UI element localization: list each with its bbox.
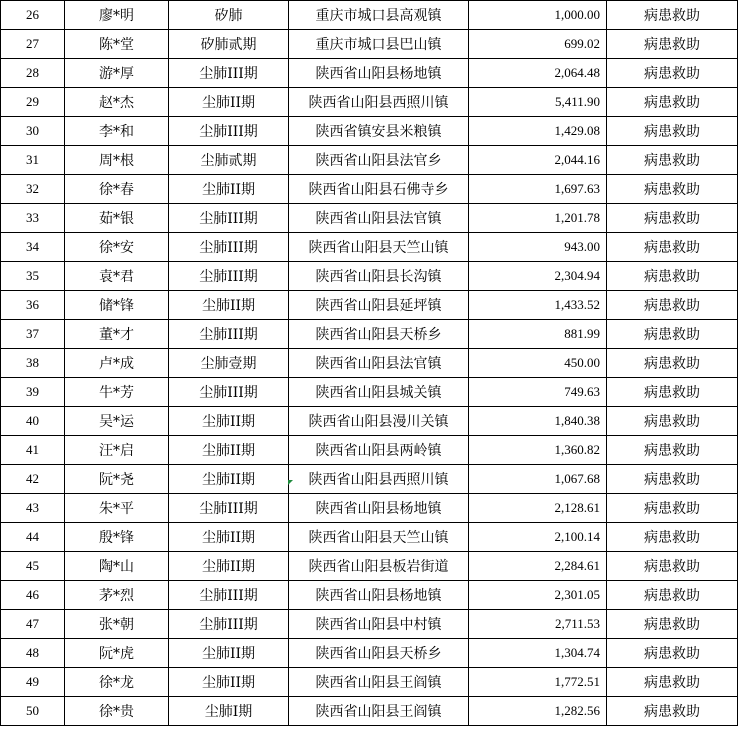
diagnosis-cell[interactable]: 尘肺贰期 bbox=[169, 146, 289, 175]
name-cell[interactable]: 储*锋 bbox=[65, 291, 169, 320]
address-cell[interactable]: 陕西省山阳县长沟镇 bbox=[289, 262, 469, 291]
table-row bbox=[1, 552, 738, 581]
table-row bbox=[1, 262, 738, 291]
table-row bbox=[1, 494, 738, 523]
amount-cell[interactable]: 2,100.14 bbox=[469, 523, 607, 552]
table-row bbox=[1, 291, 738, 320]
aid-type-cell[interactable]: 病患救助 bbox=[607, 30, 738, 59]
diagnosis-cell[interactable]: 尘肺II期 bbox=[169, 88, 289, 117]
table-row bbox=[1, 639, 738, 668]
amount-cell[interactable]: 5,411.90 bbox=[469, 88, 607, 117]
table-row bbox=[1, 465, 738, 494]
aid-type-cell[interactable]: 病患救助 bbox=[607, 378, 738, 407]
diagnosis-cell[interactable]: 矽肺 bbox=[169, 1, 289, 30]
aid-type-cell[interactable]: 病患救助 bbox=[607, 552, 738, 581]
amount-cell[interactable]: 1,360.82 bbox=[469, 436, 607, 465]
aid-type-cell[interactable]: 病患救助 bbox=[607, 233, 738, 262]
name-cell[interactable]: 吴*运 bbox=[65, 407, 169, 436]
name-cell[interactable]: 董*才 bbox=[65, 320, 169, 349]
table-row bbox=[1, 1, 738, 30]
address-cell[interactable]: 陕西省山阳县石佛寺乡 bbox=[289, 175, 469, 204]
table-row bbox=[1, 610, 738, 639]
name-cell[interactable]: 朱*平 bbox=[65, 494, 169, 523]
amount-cell[interactable]: 1,433.52 bbox=[469, 291, 607, 320]
diagnosis-cell[interactable]: 尘肺III期 bbox=[169, 378, 289, 407]
name-cell[interactable]: 张*朝 bbox=[65, 610, 169, 639]
table-row bbox=[1, 30, 738, 59]
aid-type-cell[interactable]: 病患救助 bbox=[607, 668, 738, 697]
table-row bbox=[1, 581, 738, 610]
address-cell[interactable]: 陕西省镇安县米粮镇 bbox=[289, 117, 469, 146]
aid-type-cell[interactable]: 病患救助 bbox=[607, 639, 738, 668]
amount-cell[interactable]: 2,301.05 bbox=[469, 581, 607, 610]
row-index-cell[interactable]: 27 bbox=[1, 30, 65, 59]
name-cell[interactable]: 廖*明 bbox=[65, 1, 169, 30]
aid-type-cell[interactable]: 病患救助 bbox=[607, 1, 738, 30]
table-row bbox=[1, 59, 738, 88]
name-cell[interactable]: 殷*锋 bbox=[65, 523, 169, 552]
row-index-cell[interactable]: 47 bbox=[1, 610, 65, 639]
row-index-cell[interactable]: 39 bbox=[1, 378, 65, 407]
diagnosis-cell[interactable]: 尘肺III期 bbox=[169, 233, 289, 262]
row-index-cell[interactable]: 46 bbox=[1, 581, 65, 610]
diagnosis-cell[interactable]: 尘肺II期 bbox=[169, 552, 289, 581]
name-cell[interactable]: 茹*银 bbox=[65, 204, 169, 233]
name-cell[interactable]: 阮*虎 bbox=[65, 639, 169, 668]
address-cell[interactable]: 陕西省山阳县板岩街道 bbox=[289, 552, 469, 581]
amount-cell[interactable]: 2,304.94 bbox=[469, 262, 607, 291]
diagnosis-cell[interactable]: 尘肺I期 bbox=[169, 697, 289, 726]
diagnosis-cell[interactable]: 尘肺III期 bbox=[169, 581, 289, 610]
table-body bbox=[1, 1, 738, 726]
amount-cell[interactable]: 1,201.78 bbox=[469, 204, 607, 233]
aid-type-cell[interactable]: 病患救助 bbox=[607, 117, 738, 146]
aid-type-cell[interactable]: 病患救助 bbox=[607, 697, 738, 726]
name-cell[interactable]: 茅*烈 bbox=[65, 581, 169, 610]
table-row bbox=[1, 407, 738, 436]
name-cell[interactable]: 卢*成 bbox=[65, 349, 169, 378]
address-cell[interactable]: 陕西省山阳县中村镇 bbox=[289, 610, 469, 639]
diagnosis-cell[interactable]: 尘肺壹期 bbox=[169, 349, 289, 378]
amount-cell[interactable]: 1,067.68 bbox=[469, 465, 607, 494]
row-index-cell[interactable]: 38 bbox=[1, 349, 65, 378]
row-index-cell[interactable]: 37 bbox=[1, 320, 65, 349]
diagnosis-cell[interactable]: 尘肺III期 bbox=[169, 204, 289, 233]
diagnosis-cell[interactable]: 尘肺II期 bbox=[169, 639, 289, 668]
name-cell[interactable]: 陶*山 bbox=[65, 552, 169, 581]
diagnosis-cell[interactable]: 尘肺II期 bbox=[169, 668, 289, 697]
aid-type-cell[interactable]: 病患救助 bbox=[607, 523, 738, 552]
row-index-cell[interactable]: 42 bbox=[1, 465, 65, 494]
row-index-cell[interactable]: 30 bbox=[1, 117, 65, 146]
amount-cell[interactable]: 1,772.51 bbox=[469, 668, 607, 697]
row-index-cell[interactable]: 29 bbox=[1, 88, 65, 117]
table-row bbox=[1, 349, 738, 378]
amount-cell[interactable]: 2,064.48 bbox=[469, 59, 607, 88]
aid-type-cell[interactable]: 病患救助 bbox=[607, 262, 738, 291]
diagnosis-cell[interactable]: 尘肺III期 bbox=[169, 117, 289, 146]
address-cell[interactable]: 重庆市城口县高观镇 bbox=[289, 1, 469, 30]
aid-type-cell[interactable]: 病患救助 bbox=[607, 494, 738, 523]
row-index-cell[interactable]: 32 bbox=[1, 175, 65, 204]
name-cell[interactable]: 周*根 bbox=[65, 146, 169, 175]
cell-comment-marker bbox=[288, 480, 293, 485]
name-cell[interactable]: 牛*芳 bbox=[65, 378, 169, 407]
row-index-cell[interactable]: 33 bbox=[1, 204, 65, 233]
amount-cell[interactable]: 2,128.61 bbox=[469, 494, 607, 523]
address-cell[interactable]: 陕西省山阳县漫川关镇 bbox=[289, 407, 469, 436]
amount-cell[interactable]: 2,284.61 bbox=[469, 552, 607, 581]
table-row bbox=[1, 523, 738, 552]
table-row bbox=[1, 697, 738, 726]
table-row bbox=[1, 88, 738, 117]
address-cell[interactable]: 陕西省山阳县王阎镇 bbox=[289, 697, 469, 726]
address-cell[interactable]: 陕西省山阳县杨地镇 bbox=[289, 494, 469, 523]
amount-cell[interactable]: 1,304.74 bbox=[469, 639, 607, 668]
diagnosis-cell[interactable]: 尘肺II期 bbox=[169, 436, 289, 465]
diagnosis-cell[interactable]: 尘肺III期 bbox=[169, 59, 289, 88]
row-index-cell[interactable]: 43 bbox=[1, 494, 65, 523]
address-cell[interactable]: 陕西省山阳县城关镇 bbox=[289, 378, 469, 407]
address-cell[interactable]: 陕西省山阳县两岭镇 bbox=[289, 436, 469, 465]
aid-type-cell[interactable]: 病患救助 bbox=[607, 320, 738, 349]
aid-type-cell[interactable]: 病患救助 bbox=[607, 465, 738, 494]
name-cell[interactable]: 袁*君 bbox=[65, 262, 169, 291]
table-row bbox=[1, 117, 738, 146]
table-row bbox=[1, 233, 738, 262]
table-row bbox=[1, 204, 738, 233]
row-index-cell[interactable]: 36 bbox=[1, 291, 65, 320]
amount-cell[interactable]: 1,697.63 bbox=[469, 175, 607, 204]
amount-cell[interactable]: 1,000.00 bbox=[469, 1, 607, 30]
name-cell[interactable]: 徐*春 bbox=[65, 175, 169, 204]
amount-cell[interactable]: 699.02 bbox=[469, 30, 607, 59]
row-index-cell[interactable]: 34 bbox=[1, 233, 65, 262]
amount-cell[interactable]: 2,711.53 bbox=[469, 610, 607, 639]
table-row bbox=[1, 378, 738, 407]
row-index-cell[interactable]: 45 bbox=[1, 552, 65, 581]
address-cell[interactable]: 陕西省山阳县天竺山镇 bbox=[289, 523, 469, 552]
diagnosis-cell[interactable]: 尘肺II期 bbox=[169, 465, 289, 494]
table-row bbox=[1, 175, 738, 204]
amount-cell[interactable]: 2,044.16 bbox=[469, 146, 607, 175]
aid-type-cell[interactable]: 病患救助 bbox=[607, 175, 738, 204]
row-index-cell[interactable]: 41 bbox=[1, 436, 65, 465]
amount-cell[interactable]: 943.00 bbox=[469, 233, 607, 262]
aid-type-cell[interactable]: 病患救助 bbox=[607, 59, 738, 88]
row-index-cell[interactable]: 26 bbox=[1, 1, 65, 30]
table-row bbox=[1, 146, 738, 175]
row-index-cell[interactable]: 31 bbox=[1, 146, 65, 175]
address-cell[interactable]: 陕西省山阳县杨地镇 bbox=[289, 581, 469, 610]
diagnosis-cell[interactable]: 尘肺II期 bbox=[169, 523, 289, 552]
table-row bbox=[1, 320, 738, 349]
aid-type-cell[interactable]: 病患救助 bbox=[607, 581, 738, 610]
aid-type-cell[interactable]: 病患救助 bbox=[607, 436, 738, 465]
aid-type-cell[interactable]: 病患救助 bbox=[607, 610, 738, 639]
diagnosis-cell[interactable]: 尘肺II期 bbox=[169, 407, 289, 436]
address-cell[interactable]: 陕西省山阳县杨地镇 bbox=[289, 59, 469, 88]
diagnosis-cell[interactable]: 矽肺贰期 bbox=[169, 30, 289, 59]
table-row bbox=[1, 668, 738, 697]
table-row bbox=[1, 436, 738, 465]
name-cell[interactable]: 徐*龙 bbox=[65, 668, 169, 697]
amount-cell[interactable]: 881.99 bbox=[469, 320, 607, 349]
row-index-cell[interactable]: 28 bbox=[1, 59, 65, 88]
address-cell[interactable]: 陕西省山阳县西照川镇 bbox=[289, 465, 469, 494]
aid-type-cell[interactable]: 病患救助 bbox=[607, 349, 738, 378]
aid-type-cell[interactable]: 病患救助 bbox=[607, 204, 738, 233]
aid-type-cell[interactable]: 病患救助 bbox=[607, 407, 738, 436]
row-index-cell[interactable]: 50 bbox=[1, 697, 65, 726]
amount-cell[interactable]: 450.00 bbox=[469, 349, 607, 378]
diagnosis-cell[interactable]: 尘肺III期 bbox=[169, 610, 289, 639]
row-index-cell[interactable]: 44 bbox=[1, 523, 65, 552]
diagnosis-cell[interactable]: 尘肺III期 bbox=[169, 262, 289, 291]
aid-type-cell[interactable]: 病患救助 bbox=[607, 291, 738, 320]
address-cell[interactable]: 陕西省山阳县王阎镇 bbox=[289, 668, 469, 697]
address-cell[interactable]: 陕西省山阳县法官镇 bbox=[289, 349, 469, 378]
aid-type-cell[interactable]: 病患救助 bbox=[607, 88, 738, 117]
amount-cell[interactable]: 1,282.56 bbox=[469, 697, 607, 726]
name-cell[interactable]: 徐*安 bbox=[65, 233, 169, 262]
name-cell[interactable]: 游*厚 bbox=[65, 59, 169, 88]
name-cell[interactable]: 李*和 bbox=[65, 117, 169, 146]
amount-cell[interactable]: 1,429.08 bbox=[469, 117, 607, 146]
row-index-cell[interactable]: 40 bbox=[1, 407, 65, 436]
name-cell[interactable]: 赵*杰 bbox=[65, 88, 169, 117]
address-cell[interactable]: 陕西省山阳县天竺山镇 bbox=[289, 233, 469, 262]
address-cell[interactable]: 陕西省山阳县天桥乡 bbox=[289, 639, 469, 668]
address-cell[interactable]: 重庆市城口县巴山镇 bbox=[289, 30, 469, 59]
row-index-cell[interactable]: 49 bbox=[1, 668, 65, 697]
address-cell[interactable]: 陕西省山阳县天桥乡 bbox=[289, 320, 469, 349]
name-cell[interactable]: 陈*堂 bbox=[65, 30, 169, 59]
address-cell[interactable]: 陕西省山阳县西照川镇 bbox=[289, 88, 469, 117]
name-cell[interactable]: 阮*尧 bbox=[65, 465, 169, 494]
diagnosis-cell[interactable]: 尘肺II期 bbox=[169, 175, 289, 204]
diagnosis-cell[interactable]: 尘肺III期 bbox=[169, 494, 289, 523]
diagnosis-cell[interactable]: 尘肺III期 bbox=[169, 320, 289, 349]
address-cell[interactable]: 陕西省山阳县延坪镇 bbox=[289, 291, 469, 320]
row-index-cell[interactable]: 35 bbox=[1, 262, 65, 291]
address-cell[interactable]: 陕西省山阳县法官乡 bbox=[289, 146, 469, 175]
name-cell[interactable]: 汪*启 bbox=[65, 436, 169, 465]
amount-cell[interactable]: 749.63 bbox=[469, 378, 607, 407]
name-cell[interactable]: 徐*贵 bbox=[65, 697, 169, 726]
address-cell[interactable]: 陕西省山阳县法官镇 bbox=[289, 204, 469, 233]
aid-type-cell[interactable]: 病患救助 bbox=[607, 146, 738, 175]
diagnosis-cell[interactable]: 尘肺II期 bbox=[169, 291, 289, 320]
row-index-cell[interactable]: 48 bbox=[1, 639, 65, 668]
amount-cell[interactable]: 1,840.38 bbox=[469, 407, 607, 436]
